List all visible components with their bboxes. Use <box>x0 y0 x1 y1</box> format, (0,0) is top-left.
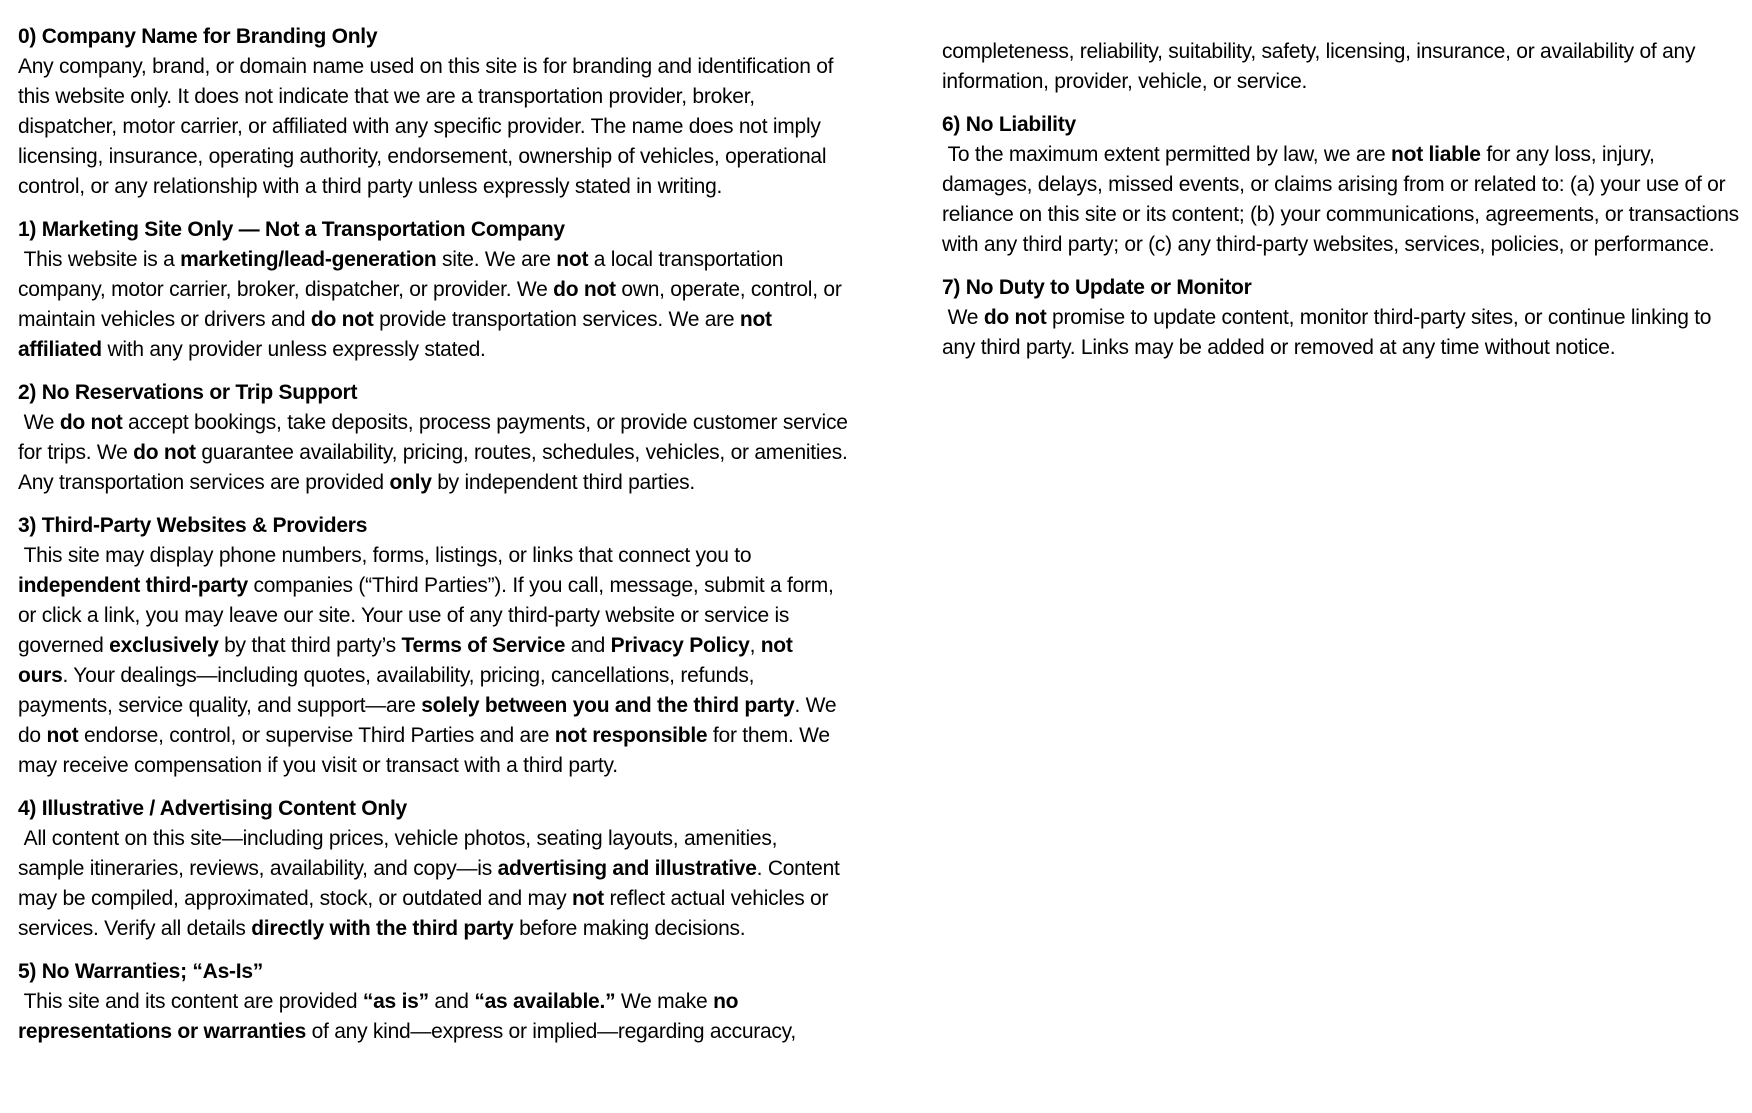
text-run: reflect actual vehicles or services. Verify all details <box>18 887 834 940</box>
bold-text-run: not <box>556 248 589 271</box>
text-run: This site and its content are provided <box>18 990 363 1013</box>
text-run: . We do <box>18 694 842 747</box>
text-run: and <box>428 990 475 1013</box>
text-run: own, operate, control, or maintain vehicles or drivers and <box>18 278 848 331</box>
text-run: provide transportation services. We are <box>373 308 740 331</box>
bold-text-run: marketing/lead-generation <box>180 248 437 271</box>
bold-text-run: do not <box>310 308 374 331</box>
text-run: guarantee availability, pricing, routes, schedules, vehicles, or amenities. Any transportation services are provided <box>18 441 853 494</box>
section-body <box>942 303 1742 363</box>
text-run: This website is a <box>18 248 181 271</box>
bold-text-run: only <box>389 471 432 494</box>
disclaimer-section-s7 <box>942 273 1742 363</box>
text-run: All content on this site—including prices, vehicle photos, seating layouts, amenities, sample itineraries, reviews, availability, and copy—is <box>18 827 783 880</box>
text-column-right <box>942 37 1745 363</box>
disclaimer-section-s5-continued <box>942 37 1742 97</box>
bold-text-run: Privacy Policy <box>610 634 750 657</box>
section-heading: 0) Company Name for Branding Only <box>18 25 378 48</box>
section-body <box>18 541 848 781</box>
text-run: before making decisions. <box>513 917 746 940</box>
bold-text-run: not <box>571 887 604 910</box>
disclaimer-section-s6 <box>942 110 1745 260</box>
text-run: endorse, control, or supervise Third Parties and are <box>78 724 555 747</box>
bold-text-run: do not <box>59 411 123 434</box>
text-run: companies (“Third Parties”). If you call, message, submit a form, or click a link, you may leave our site. Your use of any third-party website or service is governed <box>18 574 840 657</box>
text-run: Any company, brand, or domain name used on this site is for branding and identification of this website only. It does not indicate that we are a transportation provider, broker, dispatcher, motor carrier, or affiliated with any specific provider. The name does not imply licensing, insurance, operating authority, endorsement, ownership of vehicles, operational control, or any relationship with a third party unless expressly stated in writing. <box>18 55 839 198</box>
bold-text-run: not responsible <box>554 724 708 747</box>
bold-text-run: not <box>46 724 79 747</box>
disclaimer-section-s2 <box>18 378 854 498</box>
disclaimer-section-s4 <box>18 794 848 944</box>
text-run: This site may display phone numbers, forms, listings, or links that connect you to <box>18 544 757 567</box>
text-run: for them. We may receive compensation if you visit or transact with a third party. <box>18 724 836 777</box>
bold-text-run: advertising and illustrative <box>497 857 757 880</box>
text-run: by that third party’s <box>218 634 402 657</box>
text-run: We <box>942 306 984 329</box>
section-body <box>942 37 1742 97</box>
section-body <box>18 987 848 1047</box>
section-body <box>942 140 1745 260</box>
section-heading: 2) No Reservations or Trip Support <box>18 381 358 404</box>
bold-text-run: solely between you and the third party <box>421 694 795 717</box>
text-run: of any kind—express or implied—regarding accuracy, <box>306 1020 796 1043</box>
bold-text-run: do not <box>983 306 1047 329</box>
text-run: promise to update content, monitor third-party sites, or continue linking to any third party. Links may be added or removed at any time without notice. <box>942 306 1717 359</box>
section-heading: 5) No Warranties; “As-Is” <box>18 960 264 983</box>
text-run: . Content may be compiled, approximated, stock, or outdated and may <box>18 857 846 910</box>
bold-text-run: do not <box>133 441 196 464</box>
bold-text-run: no representations or warranties <box>18 990 744 1043</box>
text-run: site. We are <box>436 248 557 271</box>
section-heading: 6) No Liability <box>942 113 1076 136</box>
bold-text-run: Terms of Service <box>401 634 566 657</box>
text-run: a local transportation company, motor carrier, broker, dispatcher, or provider. We <box>18 248 789 301</box>
section-body <box>18 245 848 365</box>
bold-text-run: directly with the third party <box>251 917 514 940</box>
bold-text-run: independent third-party <box>18 574 248 597</box>
bold-text-run: “as available.” <box>474 990 616 1013</box>
disclaimer-section-s3 <box>18 511 848 781</box>
disclaimer-section-s0 <box>18 22 848 202</box>
text-run: accept bookings, take deposits, process payments, or provide customer service for trips. We <box>18 411 854 464</box>
bold-text-run: “as is” <box>362 990 429 1013</box>
section-heading: 1) Marketing Site Only — Not a Transportation Company <box>18 218 565 241</box>
text-run: We make <box>615 990 714 1013</box>
text-run: with any provider unless expressly stated. <box>101 338 486 361</box>
text-run: completeness, reliability, suitability, safety, licensing, insurance, or availability of any information, provider, vehicle, or service. <box>942 40 1701 93</box>
text-column-left <box>18 22 854 1047</box>
section-heading: 3) Third-Party Websites & Providers <box>18 514 368 537</box>
text-run: by independent third parties. <box>431 471 695 494</box>
section-body <box>18 408 854 498</box>
disclaimer-section-s5 <box>18 957 848 1047</box>
text-run: , <box>749 634 761 657</box>
bold-text-run: not affiliated <box>18 308 778 361</box>
text-run: and <box>565 634 611 657</box>
section-heading: 4) Illustrative / Advertising Content Only <box>18 797 407 820</box>
bold-text-run: not liable <box>1391 143 1481 166</box>
text-run: . Your dealings—including quotes, availability, pricing, cancellations, refunds, payments, service quality, and support—are <box>18 664 760 717</box>
bold-text-run: do not <box>553 278 616 301</box>
section-heading: 7) No Duty to Update or Monitor <box>942 276 1252 299</box>
text-run: We <box>18 411 60 434</box>
bold-text-run: exclusively <box>109 634 219 657</box>
text-run: for any loss, injury, damages, delays, missed events, or claims arising from or related to: (a) your use of or reliance on this site or its content; (b) your communications, agreements, or transactions with any third party; or (c) any third-party websites, services, policies, or performance. <box>942 143 1745 256</box>
section-body <box>18 824 848 944</box>
disclaimer-section-s1 <box>18 215 848 365</box>
section-body <box>18 52 848 202</box>
bold-text-run: not ours <box>18 634 799 687</box>
text-run: To the maximum extent permitted by law, we are <box>942 143 1392 166</box>
